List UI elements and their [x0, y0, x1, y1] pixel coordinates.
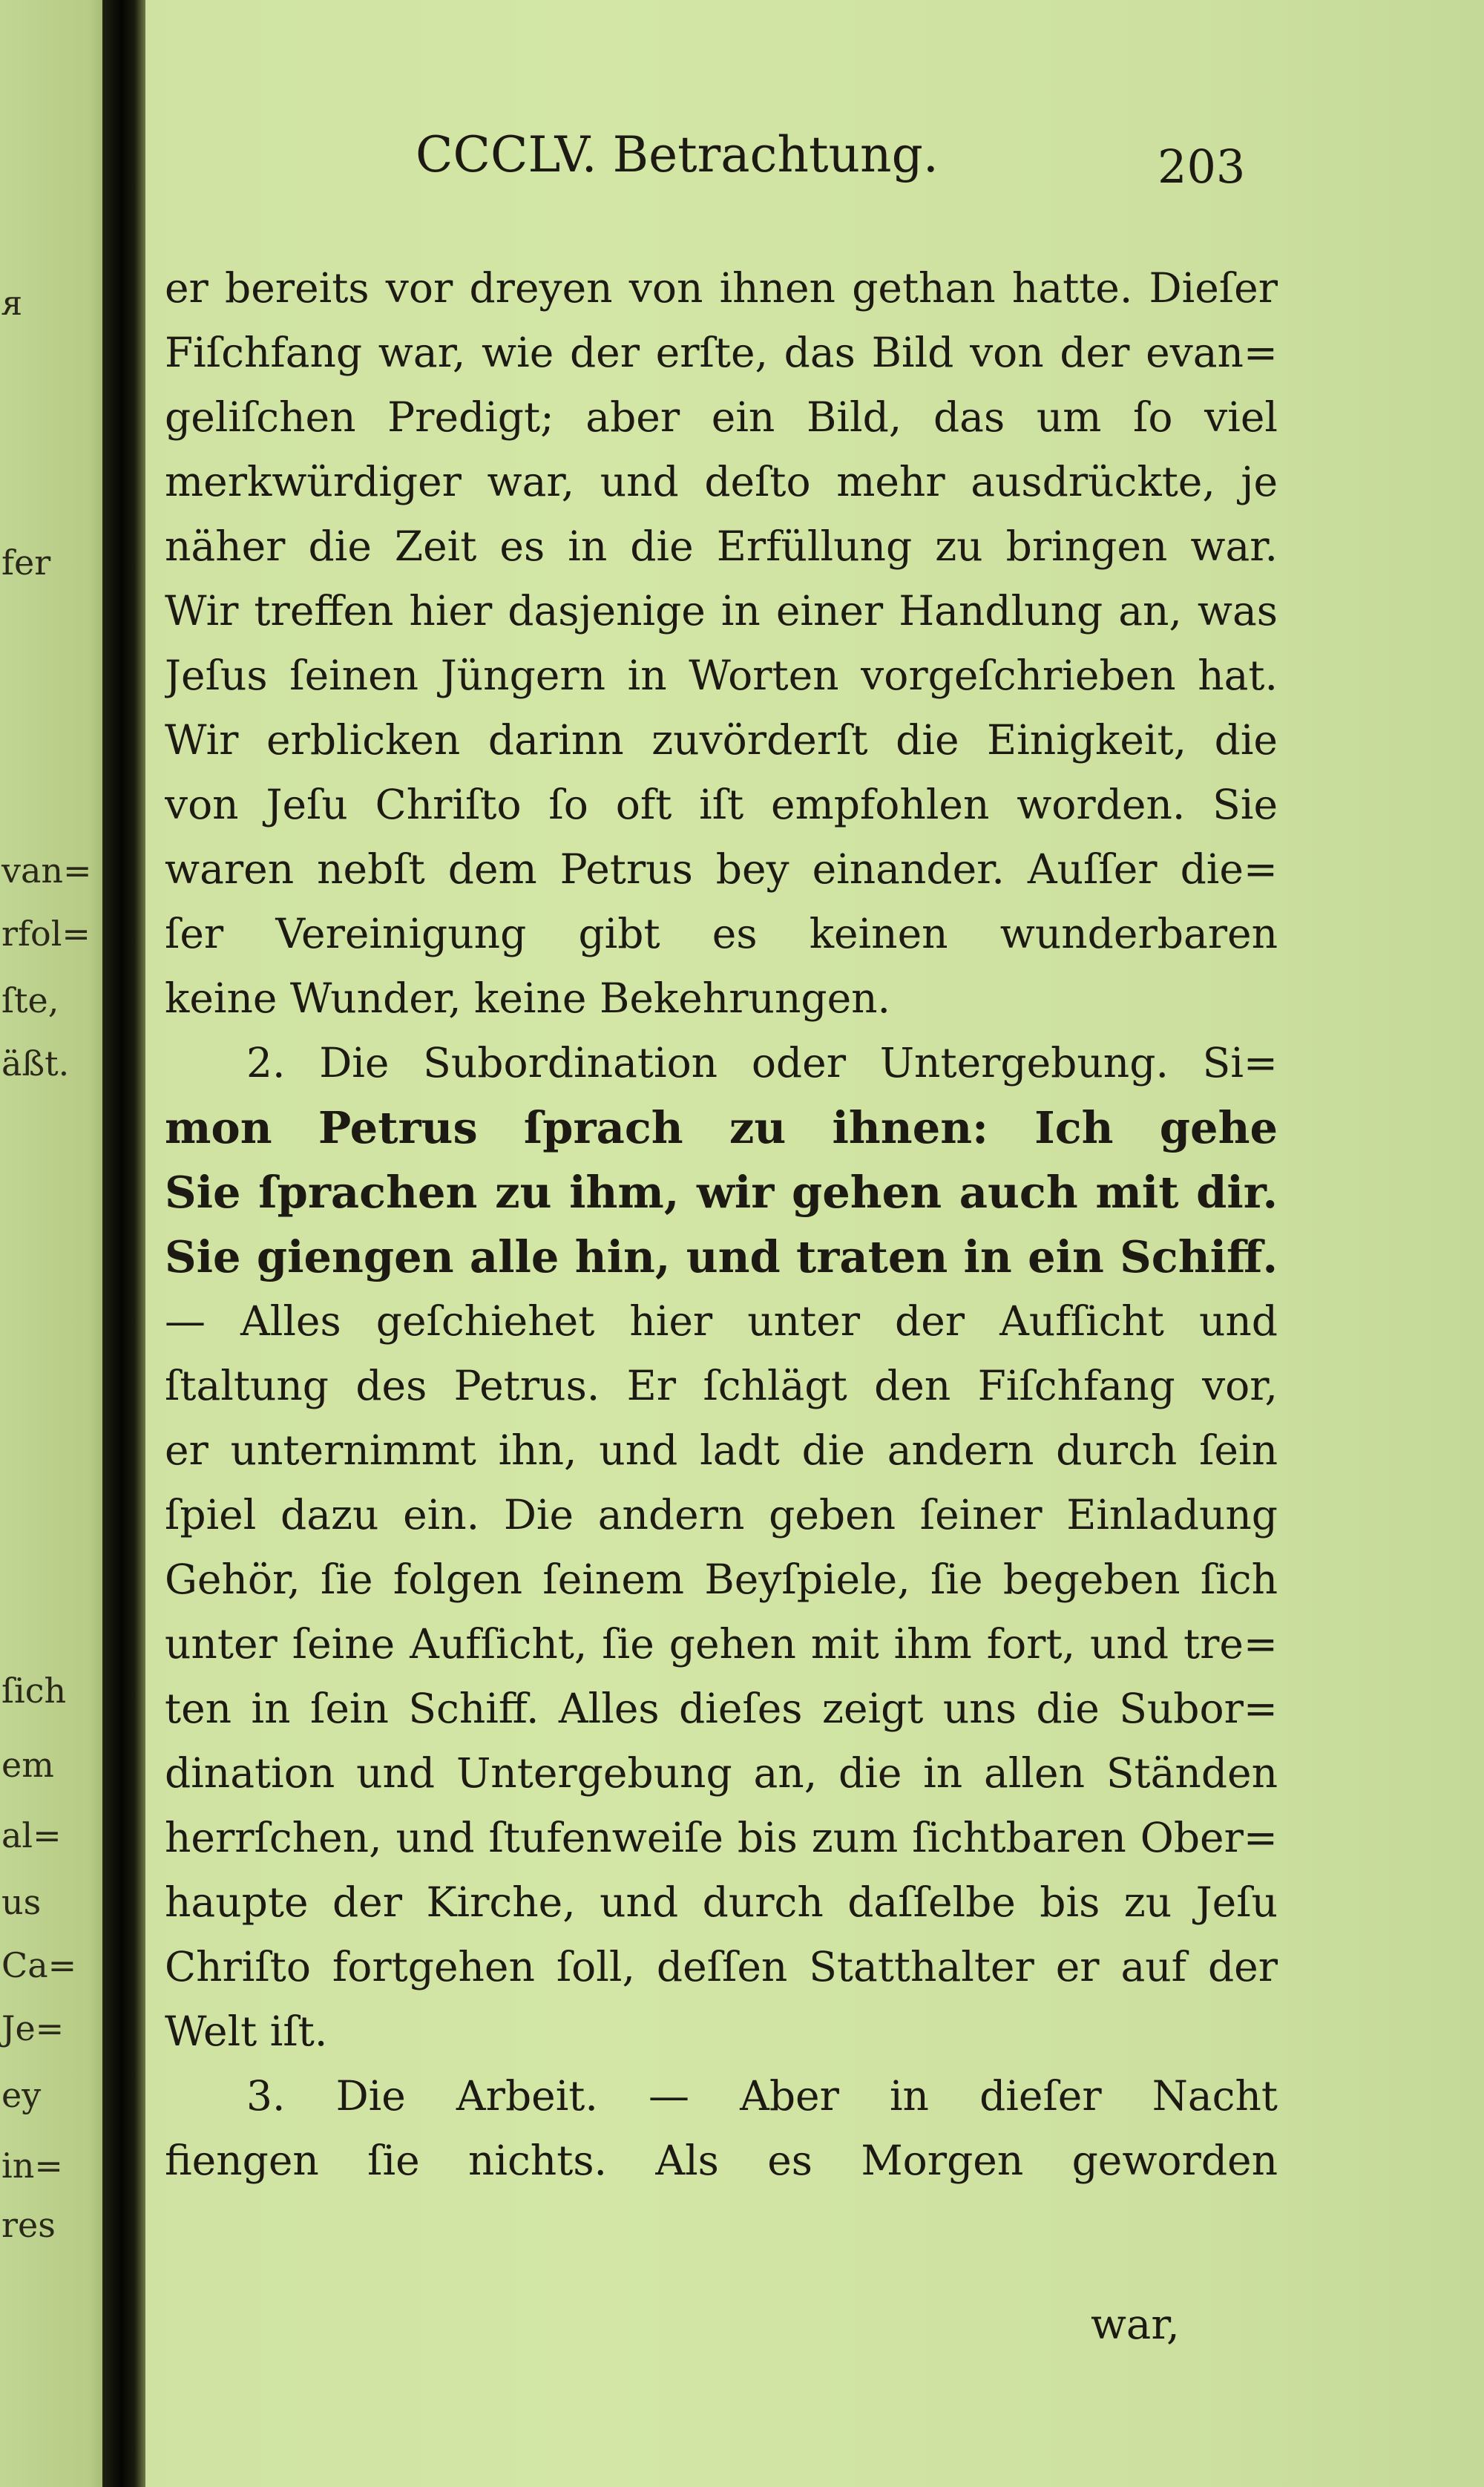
margin-fragment: ſte, — [1, 980, 59, 1020]
margin-fragment: us — [1, 1882, 42, 1922]
text-line-emphasis: mon Petrus ſprach zu ihnen: Ich gehe — [165, 1102, 1278, 1153]
text-line: 2. Die Subordination oder Untergebung. Si= — [246, 1039, 1278, 1087]
text-line: von Jeſu Chriſto ſo oft iſt empfohlen worden. Sie — [165, 781, 1278, 828]
text-line: näher die Zeit es in die Erfüllung zu bringen war. — [165, 522, 1278, 570]
margin-fragment: äßt. — [1, 1043, 70, 1084]
margin-fragment: ſich — [1, 1671, 67, 1711]
text-line: Gehör, ſie folgen ſeinem Beyſpiele, ſie begeben ſich — [165, 1556, 1278, 1603]
text-line: unter ſeine Aufſicht, ſie gehen mit ihm fort, und tre= — [165, 1620, 1278, 1668]
text-line: Wir erblicken darinn zuvörderſt die Einigkeit, die — [165, 716, 1278, 764]
text-line: Jeſus ſeinen Jüngern in Worten vorgeſchrieben hat. — [165, 652, 1278, 699]
margin-fragment: Je= — [1, 2008, 65, 2048]
text-line: Welt iſt. — [165, 2008, 328, 2055]
margin-fragment: al= — [1, 1815, 62, 1855]
text-line: herrſchen, und ſtufenweiſe bis zum ſichtbaren Ober= — [165, 1814, 1278, 1861]
text-line: ten in ſein Schiff. Alles dieſes zeigt uns die Subor= — [165, 1685, 1278, 1732]
margin-fragment: Ca= — [1, 1945, 77, 1985]
text-line: keine Wunder, keine Bekehrungen. — [165, 974, 891, 1022]
text-line: fiengen ſie nichts. Als es Morgen geworden — [165, 2137, 1278, 2184]
text-line: Chriſto fortgehen ſoll, deſſen Statthalter er auf der — [165, 1943, 1278, 1990]
text-line: — Alles geſchiehet hier unter der Aufſicht und — [165, 1297, 1278, 1345]
body-text — [165, 256, 1278, 2193]
text-line: geliſchen Predigt; aber ein Bild, das um ſo viel — [165, 393, 1278, 441]
page-number: 203 — [1158, 140, 1246, 194]
text-line: waren nebſt dem Petrus bey einander. Auſſer die= — [165, 845, 1278, 893]
previous-page-edge — [0, 0, 111, 2487]
text-line: 3. Die Arbeit. — Aber in dieſer Nacht — [246, 2072, 1278, 2120]
margin-fragment: res — [1, 2205, 56, 2245]
running-header — [416, 126, 1269, 208]
text-line: ſpiel dazu ein. Die andern geben ſeiner Einladung — [165, 1491, 1278, 1539]
margin-fragment: ᴙ — [1, 283, 22, 323]
text-line: dination und Untergebung an, die in allen Ständen — [165, 1749, 1278, 1797]
margin-fragment: em — [1, 1745, 54, 1785]
margin-fragment: fer — [1, 543, 51, 583]
text-line-emphasis: Sie ſprachen zu ihm, wir gehen auch mit dir. — [165, 1167, 1278, 1218]
page-title: CCCLV. Betrachtung. — [416, 126, 939, 183]
catchword: war, — [1091, 2301, 1180, 2349]
margin-fragment: rfol= — [1, 914, 91, 954]
text-line: er unternimmt ihn, und ladt die andern durch ſein — [165, 1426, 1278, 1474]
text-line: ſer Vereinigung gibt es keinen wunderbaren — [165, 910, 1278, 957]
text-line: Fiſchfang war, wie der erſte, das Bild von der evan= — [165, 329, 1278, 376]
text-line-emphasis: Sie giengen alle hin, und traten in ein Schiff. — [165, 1231, 1278, 1282]
text-line: merkwürdiger war, und deſto mehr ausdrückte, je — [165, 458, 1278, 505]
text-line: Wir treffen hier dasjenige in einer Handlung an, was — [165, 587, 1278, 635]
book-gutter — [102, 0, 145, 2487]
margin-fragment: ey — [1, 2075, 42, 2115]
text-line: haupte der Kirche, und durch daſſelbe bis zu Jeſu — [165, 1878, 1278, 1926]
margin-fragment: van= — [1, 851, 92, 891]
text-line: er bereits vor dreyen von ihnen gethan hatte. Dieſer — [165, 264, 1278, 312]
text-line: ſtaltung des Petrus. Er ſchlägt den Fiſchfang vor, — [165, 1362, 1278, 1409]
margin-fragment: in= — [1, 2146, 63, 2186]
